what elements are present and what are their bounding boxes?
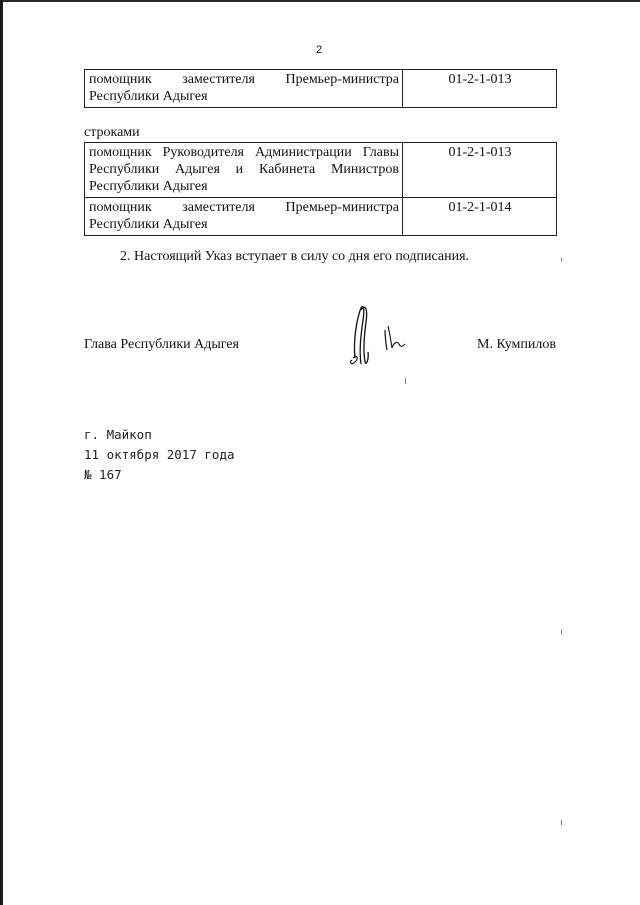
code-cell: 01-2-1-013 [403, 70, 557, 108]
scan-speck [561, 258, 562, 261]
scan-speck [561, 820, 562, 825]
table-row [85, 143, 557, 198]
date-text: 11 октября 2017 года [84, 447, 235, 462]
position-cell: помощник заместителя Премьер-министра Республики Адыгея [85, 198, 403, 236]
scan-top-edge [0, 0, 640, 2]
position-cell: помощник заместителя Премьер-министра Республики Адыгея [85, 70, 403, 108]
position-cell: помощник Руководителя Администрации Главы Республики Адыгея и Кабинета Министров Республики Адыгея [85, 143, 403, 198]
table-after [84, 142, 557, 236]
scan-speck [561, 630, 562, 634]
table-row [85, 198, 557, 236]
signatory-title: Глава Республики Адыгея [84, 337, 239, 352]
code-cell: 01-2-1-014 [403, 198, 557, 236]
scan-speck [405, 378, 406, 384]
replacement-label: строками [84, 125, 140, 140]
scan-left-edge [0, 0, 3, 905]
document-number: № 167 [84, 467, 122, 482]
table-row [85, 70, 557, 108]
table-before [84, 69, 557, 108]
signatory-name: М. Кумпилов [477, 337, 556, 352]
page-number: 2 [316, 44, 323, 56]
place-text: г. Майкоп [84, 427, 152, 442]
place-date-block [84, 425, 235, 485]
code-cell: 01-2-1-013 [403, 143, 557, 198]
paragraph-2: 2. Настоящий Указ вступает в силу со дня его подписания. [120, 249, 470, 264]
handwritten-signature [335, 300, 425, 372]
